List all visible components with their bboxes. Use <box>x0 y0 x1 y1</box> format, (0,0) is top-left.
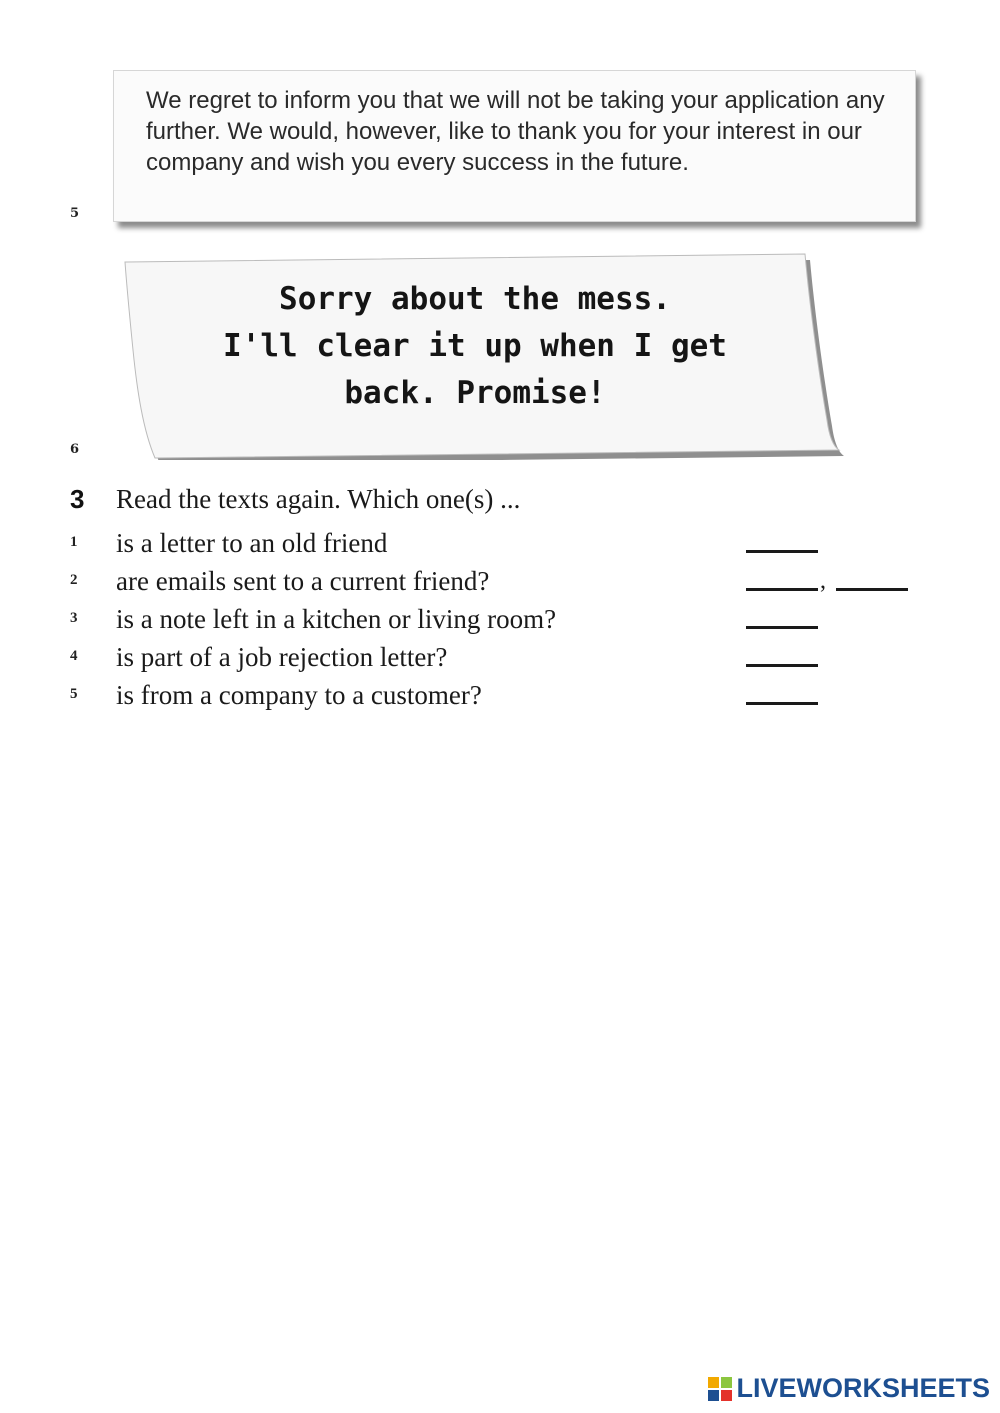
question-row-2 <box>70 566 930 604</box>
answer-blank-b[interactable] <box>836 588 908 591</box>
answer-blank-a[interactable] <box>746 588 818 591</box>
question-text: is a letter to an old friend <box>116 528 388 558</box>
note-line-2: I'll clear it up when I get <box>223 328 727 364</box>
rejection-letter-box <box>113 70 916 222</box>
question-number: 4 <box>70 648 78 664</box>
logo-cell <box>721 1390 732 1401</box>
answer-blank[interactable] <box>746 550 818 553</box>
question-text: is from a company to a customer? <box>116 680 482 710</box>
logo-cell <box>708 1377 719 1388</box>
question-number: 3 <box>70 610 78 626</box>
question-text: is a note left in a kitchen or living room? <box>116 604 557 634</box>
logo-wordmark: LIVEWORKSHEETS <box>736 1373 990 1403</box>
liveworksheets-grid-icon <box>708 1377 732 1401</box>
answer-blank[interactable] <box>746 664 818 667</box>
question-text: is part of a job rejection letter? <box>116 642 448 672</box>
text-number-5: 5 <box>70 206 80 221</box>
note-line-1: Sorry about the mess. <box>279 281 671 317</box>
answer-blank[interactable] <box>746 702 818 705</box>
question-number: 2 <box>70 572 78 588</box>
question-row-1 <box>70 528 930 566</box>
question-row-5 <box>70 680 930 718</box>
question-text: are emails sent to a current friend? <box>116 566 490 596</box>
liveworksheets-logo[interactable] <box>708 1373 990 1404</box>
exercise-heading <box>70 484 520 515</box>
question-row-3 <box>70 604 930 642</box>
text-number-6: 6 <box>70 442 80 457</box>
handwritten-note <box>115 250 845 460</box>
question-list <box>70 528 930 718</box>
exercise-number: 3 <box>70 484 85 514</box>
note-text <box>175 276 775 417</box>
rejection-letter-text: We regret to inform you that we will not be taking your application any further. We would, however, like to thank you for your interest in our company and wish you every success in the future. <box>146 87 885 176</box>
question-number: 1 <box>70 534 78 550</box>
logo-cell <box>721 1377 732 1388</box>
exercise-instructions: Read the texts again. Which one(s) ... <box>116 484 521 514</box>
answer-separator: , <box>820 568 826 594</box>
question-number: 5 <box>70 686 78 702</box>
question-row-4 <box>70 642 930 680</box>
logo-cell <box>708 1390 719 1401</box>
note-line-3: back. Promise! <box>344 375 606 411</box>
answer-blank[interactable] <box>746 626 818 629</box>
